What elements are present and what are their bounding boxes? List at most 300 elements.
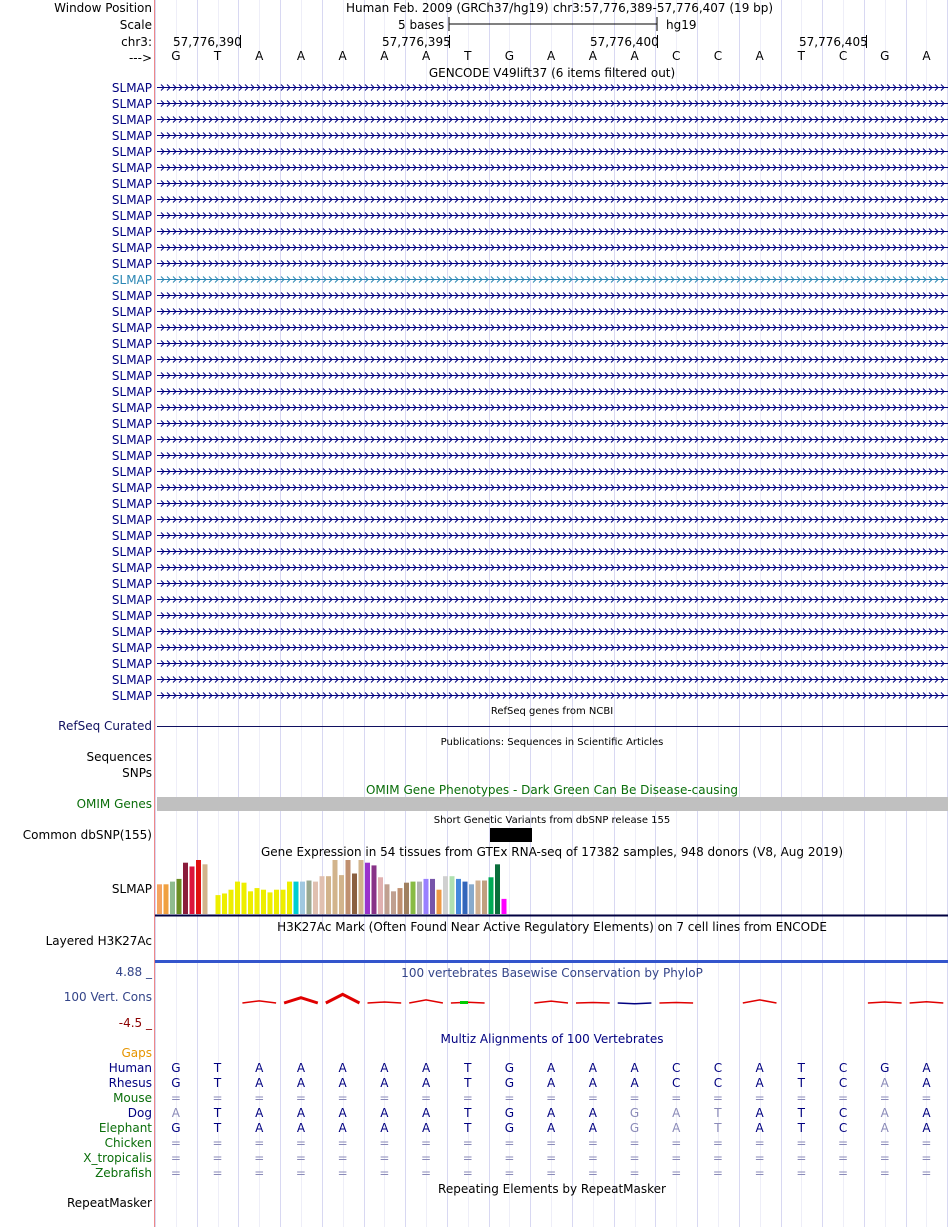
publications-snps-label[interactable]: SNPs — [122, 766, 152, 780]
gencode-transcript-label[interactable]: SLMAP — [111, 256, 152, 271]
aligned-base: = — [671, 1151, 682, 1165]
base: A — [296, 49, 306, 63]
aligned-base: T — [213, 1061, 222, 1075]
phylop-peak — [618, 1003, 652, 1004]
aligned-base: = — [337, 1166, 348, 1180]
aligned-base: T — [464, 1061, 472, 1075]
gencode-transcript-label[interactable]: SLMAP — [111, 656, 152, 671]
gtex-tissue-bar — [385, 884, 390, 914]
gencode-transcript-label[interactable]: SLMAP — [111, 112, 152, 127]
aligned-base: G — [504, 1061, 515, 1075]
aligned-base: A — [296, 1061, 306, 1075]
gtex-tissue-bar — [196, 860, 201, 914]
gencode-transcript-label[interactable]: SLMAP — [111, 272, 152, 287]
gencode-transcript-label[interactable]: SLMAP — [111, 640, 152, 655]
aligned-base: = — [671, 1136, 682, 1150]
aligned-base: = — [712, 1136, 723, 1150]
aligned-base: = — [212, 1091, 223, 1105]
aligned-base: A — [171, 1106, 180, 1120]
gencode-transcript-label[interactable]: SLMAP — [111, 176, 152, 191]
omim-bar — [157, 797, 948, 811]
aligned-base: = — [254, 1166, 265, 1180]
gtex-tissue-bar — [313, 882, 318, 914]
species-label[interactable]: Chicken — [104, 1136, 152, 1150]
aligned-base: A — [547, 1106, 556, 1120]
gencode-transcript-label[interactable]: SLMAP — [111, 688, 152, 703]
aligned-base: = — [629, 1091, 640, 1105]
aligned-base: = — [754, 1136, 765, 1150]
phylop-marker — [460, 1001, 468, 1004]
phylop-peak — [284, 998, 318, 1003]
scale-label: Scale — [119, 18, 152, 32]
aligned-base: G — [629, 1106, 640, 1120]
gtex-tissue-bar — [333, 860, 338, 914]
aligned-base: = — [337, 1151, 348, 1165]
assembly-label: hg19 — [666, 18, 697, 32]
species-label[interactable]: Human — [108, 1061, 152, 1075]
omim-title[interactable]: OMIM Gene Phenotypes - Dark Green Can Be Disease-causing — [365, 783, 739, 797]
gtex-tissue-bar — [456, 879, 461, 914]
aligned-base: = — [838, 1091, 849, 1105]
base: A — [588, 49, 597, 63]
aligned-base: A — [380, 1061, 389, 1075]
gtex-tissue-bar — [391, 891, 396, 914]
gencode-transcript-label[interactable]: SLMAP — [111, 240, 152, 255]
species-label[interactable]: Mouse — [113, 1091, 152, 1105]
aligned-base: A — [588, 1121, 597, 1135]
gtex-tissue-bar — [294, 882, 299, 914]
aligned-base: = — [712, 1151, 723, 1165]
gencode-transcript-label[interactable]: SLMAP — [111, 608, 152, 623]
aligned-base: = — [879, 1151, 890, 1165]
gtex-tissue-bar — [164, 884, 169, 914]
genome-label: Human Feb. 2009 (GRCh37/hg19) — [346, 1, 549, 15]
aligned-base: = — [671, 1091, 682, 1105]
aligned-base: = — [170, 1166, 181, 1180]
gtex-tissue-bar — [287, 882, 292, 914]
aligned-base: C — [838, 1121, 848, 1135]
aligned-base: = — [295, 1166, 306, 1180]
aligned-base: A — [296, 1106, 306, 1120]
multiz-title[interactable]: Multiz Alignments of 100 Vertebrates — [440, 1032, 664, 1046]
gtex-tissue-bar — [222, 893, 227, 914]
aligned-base: G — [880, 1061, 890, 1075]
gaps-label: Gaps — [121, 1046, 152, 1060]
gtex-tissue-bar — [450, 876, 455, 914]
gencode-transcript-label[interactable]: SLMAP — [111, 416, 152, 431]
aligned-base: = — [796, 1166, 807, 1180]
gencode-transcript-label[interactable]: SLMAP — [111, 352, 152, 367]
aligned-base: = — [254, 1091, 265, 1105]
aligned-base: = — [754, 1091, 765, 1105]
aligned-base: A — [547, 1076, 556, 1090]
aligned-base: = — [212, 1151, 223, 1165]
aligned-base: T — [213, 1076, 222, 1090]
aligned-base: C — [838, 1061, 848, 1075]
aligned-base: A — [922, 1121, 931, 1135]
gtex-tissue-bar — [346, 860, 351, 914]
aligned-base: = — [295, 1136, 306, 1150]
window-position-label: Window Position — [54, 1, 152, 15]
aligned-base: = — [629, 1166, 640, 1180]
sidebar-divider — [154, 0, 155, 1227]
gencode-transcript-label[interactable]: SLMAP — [111, 192, 152, 207]
gtex-tissue-bar — [469, 884, 474, 914]
gtex-tissue-bar — [190, 866, 195, 914]
gencode-transcript-label[interactable]: SLMAP — [111, 400, 152, 415]
aligned-base: = — [546, 1151, 557, 1165]
aligned-base: = — [879, 1166, 890, 1180]
gencode-transcript-label[interactable]: SLMAP — [111, 368, 152, 383]
aligned-base: A — [296, 1076, 306, 1090]
gtex-tissue-bar — [502, 899, 507, 914]
refseq-title[interactable]: RefSeq genes from NCBI — [490, 706, 614, 717]
aligned-base: A — [755, 1121, 764, 1135]
aligned-base: T — [464, 1121, 472, 1135]
aligned-base: = — [504, 1151, 515, 1165]
position-label: chr3:57,776,389-57,776,407 (19 bp) — [553, 1, 774, 15]
aligned-base: = — [879, 1136, 890, 1150]
dbsnp-feature — [490, 828, 532, 842]
base: A — [922, 49, 931, 63]
aligned-base: = — [921, 1151, 932, 1165]
aligned-base: = — [379, 1166, 390, 1180]
gencode-transcript-label[interactable]: SLMAP — [111, 512, 152, 527]
gtex-tissue-bar — [203, 864, 208, 914]
gencode-transcript-label[interactable]: SLMAP — [111, 672, 152, 687]
h3k27ac-label[interactable]: Layered H3K27Ac — [45, 934, 152, 948]
refseq-label[interactable]: RefSeq Curated — [58, 719, 152, 733]
aligned-base: = — [421, 1151, 432, 1165]
gencode-transcript-label[interactable]: SLMAP — [111, 560, 152, 575]
aligned-base: = — [796, 1151, 807, 1165]
aligned-base: = — [921, 1166, 932, 1180]
aligned-base: C — [672, 1076, 681, 1090]
gtex-tissue-bar — [183, 863, 188, 914]
aligned-base: T — [797, 1121, 806, 1135]
omim-label[interactable]: OMIM Genes — [76, 797, 152, 811]
aligned-base: A — [755, 1076, 764, 1090]
gtex-label[interactable]: SLMAP — [111, 882, 152, 896]
gtex-tissue-bar — [242, 883, 247, 914]
aligned-base: = — [212, 1166, 223, 1180]
gtex-tissue-bar — [378, 877, 383, 914]
aligned-base: A — [880, 1076, 889, 1090]
phylop-peak — [868, 1002, 902, 1003]
aligned-base: G — [504, 1076, 515, 1090]
gtex-tissue-bar — [489, 877, 494, 914]
gtex-title[interactable]: Gene Expression in 54 tissues from GTEx RNA-seq of 17382 samples, 948 donors (V8, Aug 2019) — [260, 845, 844, 859]
base: A — [755, 49, 764, 63]
gencode-transcript-label[interactable]: SLMAP — [111, 544, 152, 559]
aligned-base: A — [630, 1061, 639, 1075]
aligned-base: A — [421, 1106, 431, 1120]
gtex-tissue-bar — [476, 881, 481, 914]
gencode-transcript-label[interactable]: SLMAP — [111, 432, 152, 447]
aligned-base: A — [922, 1106, 931, 1120]
aligned-base: = — [796, 1091, 807, 1105]
aligned-base: = — [379, 1091, 390, 1105]
aligned-base: = — [504, 1091, 515, 1105]
aligned-base: A — [880, 1106, 889, 1120]
aligned-base: A — [296, 1121, 306, 1135]
aligned-base: = — [254, 1151, 265, 1165]
gencode-transcript-label[interactable]: SLMAP — [111, 464, 152, 479]
gtex-tissue-bar — [235, 882, 240, 914]
aligned-base: G — [171, 1061, 181, 1075]
aligned-base: C — [713, 1076, 723, 1090]
aligned-base: G — [629, 1121, 640, 1135]
gencode-transcript-label[interactable]: SLMAP — [111, 576, 152, 591]
gtex-tissue-bar — [326, 876, 331, 914]
gencode-transcript-label[interactable]: SLMAP — [111, 160, 152, 175]
aligned-base: T — [464, 1076, 472, 1090]
tick-label: 57,776,395 — [382, 35, 451, 49]
aligned-base: A — [338, 1106, 347, 1120]
aligned-base: = — [379, 1136, 390, 1150]
gtex-tissue-bar — [352, 874, 357, 915]
gtex-tissue-bar — [411, 882, 416, 914]
aligned-base: = — [295, 1091, 306, 1105]
gtex-tissue-bar — [359, 860, 364, 914]
scale-text: 5 bases — [398, 18, 445, 32]
aligned-base: C — [838, 1076, 848, 1090]
aligned-base: A — [672, 1121, 681, 1135]
aligned-base: A — [880, 1121, 889, 1135]
dbsnp-title[interactable]: Short Genetic Variants from dbSNP release 155 — [433, 815, 671, 826]
aligned-base: T — [213, 1121, 222, 1135]
aligned-base: A — [588, 1076, 597, 1090]
aligned-base: T — [213, 1106, 222, 1120]
aligned-base: = — [838, 1151, 849, 1165]
aligned-base: T — [797, 1076, 806, 1090]
aligned-base: = — [421, 1166, 432, 1180]
aligned-base: A — [922, 1076, 931, 1090]
gtex-tissue-bar — [404, 883, 409, 914]
aligned-base: A — [380, 1076, 389, 1090]
aligned-base: A — [421, 1121, 431, 1135]
aligned-base: A — [380, 1106, 389, 1120]
dbsnp-label[interactable]: Common dbSNP(155) — [22, 828, 152, 842]
gtex-tissue-bar — [157, 884, 162, 914]
aligned-base: = — [546, 1166, 557, 1180]
aligned-base: A — [338, 1061, 347, 1075]
species-label[interactable]: Dog — [127, 1106, 152, 1120]
gencode-transcript-label[interactable]: SLMAP — [111, 624, 152, 639]
aligned-base: = — [170, 1151, 181, 1165]
publications-title[interactable]: Publications: Sequences in Scientific Articles — [440, 737, 664, 748]
gtex-tissue-bar — [339, 875, 344, 914]
aligned-base: = — [838, 1136, 849, 1150]
aligned-base: T — [464, 1106, 472, 1120]
species-label[interactable]: Elephant — [98, 1121, 152, 1135]
aligned-base: A — [421, 1076, 431, 1090]
gencode-transcript-label[interactable]: SLMAP — [111, 592, 152, 607]
repeatmasker-title[interactable]: Repeating Elements by RepeatMasker — [438, 1182, 666, 1196]
aligned-base: = — [754, 1151, 765, 1165]
base: A — [421, 49, 431, 63]
publications-sequences-label[interactable]: Sequences — [86, 750, 152, 764]
aligned-base: = — [587, 1151, 598, 1165]
base: C — [713, 49, 723, 63]
aligned-base: = — [462, 1136, 473, 1150]
aligned-base: A — [338, 1121, 347, 1135]
gtex-tissue-bar — [430, 879, 435, 914]
aligned-base: A — [338, 1076, 347, 1090]
gencode-transcript-label[interactable]: SLMAP — [111, 208, 152, 223]
gencode-transcript-label[interactable]: SLMAP — [111, 336, 152, 351]
gtex-tissue-bar — [495, 864, 500, 914]
gtex-tissue-bar — [482, 881, 487, 914]
aligned-base: C — [838, 1106, 848, 1120]
aligned-base: A — [255, 1106, 264, 1120]
aligned-base: = — [712, 1091, 723, 1105]
base: T — [464, 49, 472, 63]
aligned-base: C — [672, 1061, 681, 1075]
species-label[interactable]: Rhesus — [108, 1076, 152, 1090]
gencode-transcript-label[interactable]: SLMAP — [111, 288, 152, 303]
species-label[interactable]: Zebrafish — [95, 1166, 152, 1180]
gtex-tissue-bar — [300, 882, 305, 914]
aligned-base: G — [171, 1076, 181, 1090]
gencode-transcript-label[interactable]: SLMAP — [111, 128, 152, 143]
gtex-tissue-bar — [255, 888, 260, 914]
aligned-base: = — [879, 1091, 890, 1105]
aligned-base: = — [587, 1091, 598, 1105]
aligned-base: = — [337, 1136, 348, 1150]
aligned-base: = — [379, 1151, 390, 1165]
aligned-base: = — [421, 1091, 432, 1105]
tick-label: 57,776,405 — [799, 35, 868, 49]
aligned-base: = — [462, 1166, 473, 1180]
gtex-tissue-bar — [372, 865, 377, 914]
gtex-tissue-bar — [177, 879, 182, 914]
aligned-base: T — [714, 1121, 722, 1135]
base: G — [880, 49, 890, 63]
aligned-base: = — [212, 1136, 223, 1150]
gtex-tissue-bar — [268, 892, 273, 914]
aligned-base: A — [588, 1106, 597, 1120]
aligned-base: G — [504, 1121, 515, 1135]
gencode-transcript-label[interactable]: SLMAP — [111, 528, 152, 543]
gencode-transcript-label[interactable]: SLMAP — [111, 480, 152, 495]
gencode-transcript-label[interactable]: SLMAP — [111, 496, 152, 511]
aligned-base: = — [462, 1151, 473, 1165]
aligned-base: = — [170, 1136, 181, 1150]
aligned-base: = — [170, 1091, 181, 1105]
gtex-tissue-bar — [320, 876, 325, 914]
base: G — [171, 49, 181, 63]
gencode-transcript-label[interactable]: SLMAP — [111, 96, 152, 111]
gtex-tissue-bar — [170, 882, 175, 914]
aligned-base: A — [672, 1106, 681, 1120]
aligned-base: = — [254, 1136, 265, 1150]
aligned-base: A — [255, 1061, 264, 1075]
aligned-base: A — [255, 1076, 264, 1090]
phylop-label[interactable]: 100 Vert. Cons — [63, 990, 152, 1004]
repeatmasker-label[interactable]: RepeatMasker — [66, 1196, 152, 1210]
base: A — [380, 49, 389, 63]
aligned-base: A — [547, 1061, 556, 1075]
gtex-tissue-bar — [417, 882, 422, 914]
base: A — [338, 49, 347, 63]
gtex-tissue-bar — [216, 895, 221, 914]
gtex-tissue-bar — [398, 888, 403, 914]
aligned-base: = — [629, 1151, 640, 1165]
species-label[interactable]: X_tropicalis — [83, 1151, 152, 1165]
aligned-base: = — [462, 1091, 473, 1105]
gencode-transcript-label[interactable]: SLMAP — [111, 224, 152, 239]
phylop-title[interactable]: 100 vertebrates Basewise Conservation by PhyloP — [401, 966, 703, 980]
gencode-transcript-label[interactable]: SLMAP — [111, 384, 152, 399]
gencode-transcript-label[interactable]: SLMAP — [111, 144, 152, 159]
aligned-base: A — [547, 1121, 556, 1135]
h3k27ac-title[interactable]: H3K27Ac Mark (Often Found Near Active Regulatory Elements) on 7 cell lines from ENCODE — [277, 920, 827, 934]
phylop-peak — [743, 1000, 777, 1003]
aligned-base: = — [587, 1136, 598, 1150]
aligned-base: A — [755, 1106, 764, 1120]
gtex-tissue-bar — [437, 890, 442, 914]
aligned-base: = — [921, 1136, 932, 1150]
aligned-base: = — [712, 1166, 723, 1180]
aligned-base: = — [671, 1166, 682, 1180]
gtex-tissue-bar — [463, 882, 468, 914]
aligned-base: G — [171, 1121, 181, 1135]
base: G — [504, 49, 515, 63]
aligned-base: T — [797, 1061, 806, 1075]
phylop-max-label: 4.88 _ — [115, 965, 152, 979]
aligned-base: A — [421, 1061, 431, 1075]
aligned-base: = — [421, 1136, 432, 1150]
aligned-base: = — [754, 1166, 765, 1180]
aligned-base: A — [922, 1061, 931, 1075]
chrom-label: chr3: — [121, 35, 152, 49]
aligned-base: = — [504, 1136, 515, 1150]
aligned-base: G — [504, 1106, 515, 1120]
aligned-base: = — [587, 1166, 598, 1180]
aligned-base: A — [755, 1061, 764, 1075]
base: A — [547, 49, 556, 63]
base: A — [630, 49, 639, 63]
gtex-tissue-bar — [229, 890, 234, 914]
gtex-tissue-bar — [248, 891, 253, 914]
gencode-transcript-label[interactable]: SLMAP — [111, 320, 152, 335]
aligned-base: = — [337, 1091, 348, 1105]
strand-label: ---> — [128, 51, 152, 65]
aligned-base: = — [838, 1166, 849, 1180]
tick-label: 57,776,400 — [590, 35, 659, 49]
aligned-base: = — [504, 1166, 515, 1180]
gtex-tissue-bar — [261, 890, 266, 914]
base: T — [213, 49, 222, 63]
base: A — [255, 49, 264, 63]
aligned-base: T — [797, 1106, 806, 1120]
aligned-base: = — [546, 1091, 557, 1105]
aligned-base: = — [796, 1136, 807, 1150]
gtex-tissue-bar — [443, 876, 448, 914]
gencode-transcript-label[interactable]: SLMAP — [111, 304, 152, 319]
gencode-transcript-label[interactable]: SLMAP — [111, 448, 152, 463]
tick-label: 57,776,390 — [173, 35, 242, 49]
gtex-tissue-bar — [424, 879, 429, 914]
gencode-transcript-label[interactable]: SLMAP — [111, 80, 152, 95]
aligned-base: = — [546, 1136, 557, 1150]
gtex-tissue-bar — [365, 863, 370, 914]
base: C — [672, 49, 681, 63]
base: C — [838, 49, 848, 63]
gtex-tissue-bar — [274, 890, 279, 914]
gencode-title[interactable]: GENCODE V49lift37 (6 items filtered out) — [428, 66, 676, 80]
